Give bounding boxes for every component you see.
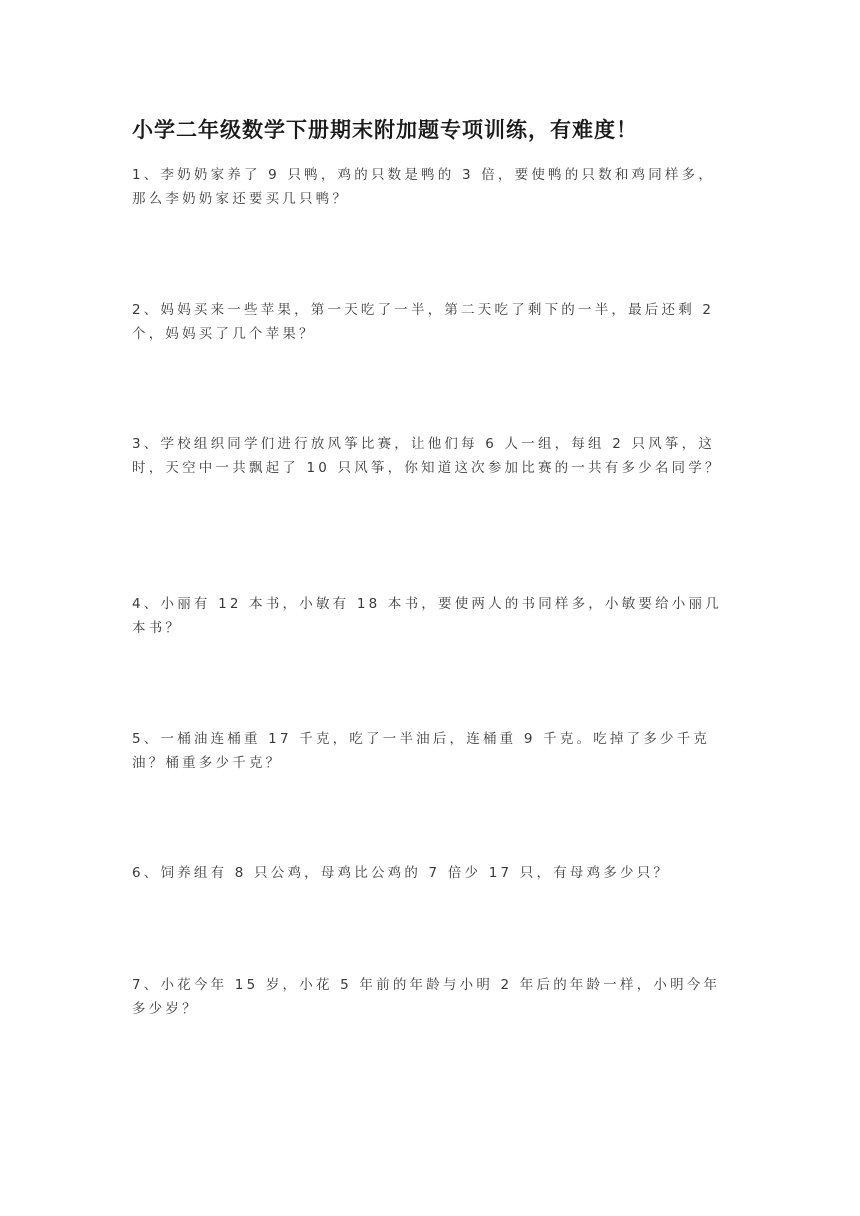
- question-3: 3、学校组织同学们进行放风筝比赛，让他们每 6 人一组，每组 2 只风筝，这时，天空中一共飘起了 10 只风筝，你知道这次参加比赛的一共有多少名同学？: [132, 436, 722, 476]
- question-5: 5、一桶油连桶重 17 千克，吃了一半油后，连桶重 9 千克。吃掉了多少千克油？桶重多少千克？: [132, 731, 711, 771]
- question-1: 1、李奶奶家养了 9 只鸭，鸡的只数是鸭的 3 倍，要使鸭的只数和鸡同样多，那么李奶奶家还要买几只鸭？: [132, 167, 716, 207]
- question-2: 2、妈妈买来一些苹果，第一天吃了一半，第二天吃了剩下的一半，最后还剩 2 个，妈妈买了几个苹果？: [132, 302, 715, 342]
- question-6: 6、饲养组有 8 只公鸡，母鸡比公鸡的 7 倍少 17 只，有母鸡多少只？: [132, 865, 671, 881]
- question-7: 7、小花今年 15 岁，小花 5 年前的年龄与小明 2 年后的年龄一样，小明今年多少岁？: [132, 977, 721, 1017]
- document-title: 小学二年级数学下册期末附加题专项训练，有难度！: [132, 118, 638, 142]
- question-4: 4、小丽有 12 本书，小敏有 18 本书，要使两人的书同样多，小敏要给小丽几本书？: [132, 596, 722, 636]
